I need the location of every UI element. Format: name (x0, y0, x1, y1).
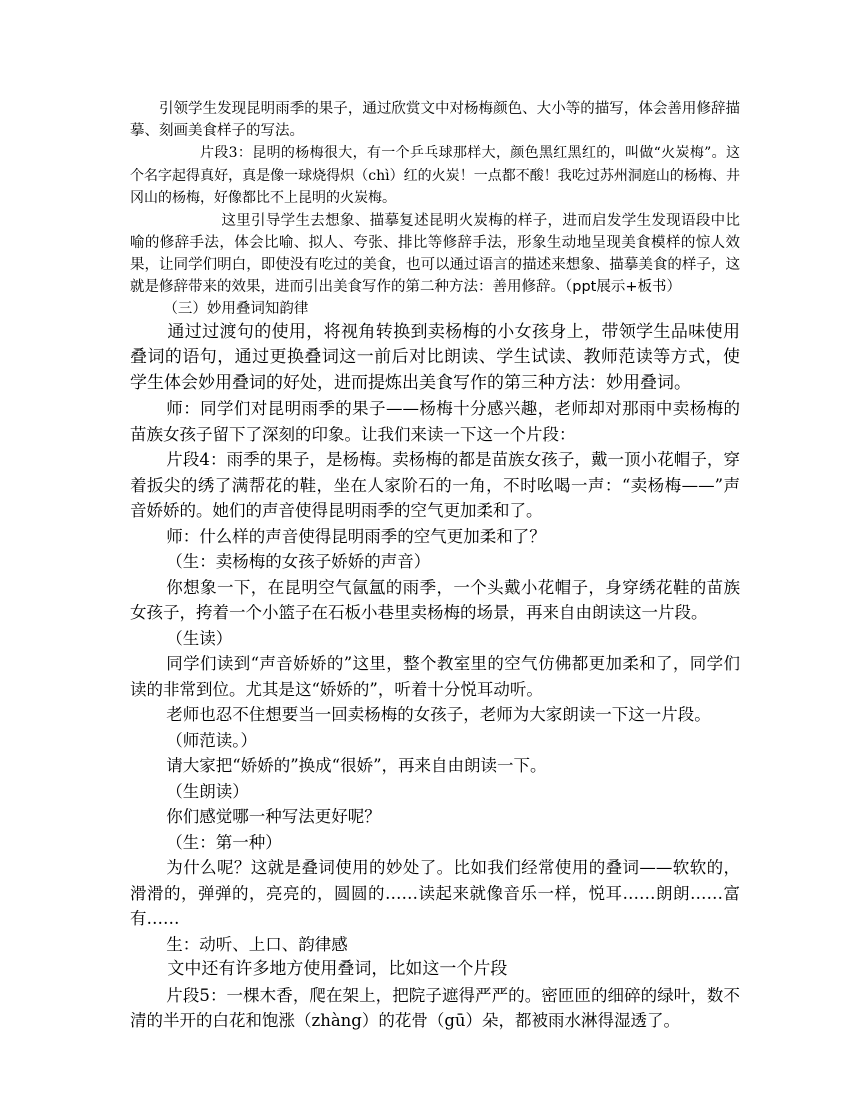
student-answer-1: （生：卖杨梅的女孩子娇娇的声音） (166, 552, 431, 571)
fragment-3: 片段3：昆明的杨梅很大，有一个乒乓球那样大，颜色黑红黑红的，叫做“火炭梅”。这个名字起得真好，真是像一球烧得炽（chì）红的火炭！一点都不酸！我吃过苏州洞庭山的杨梅、井冈山的杨梅，好像都比不上昆明的火炭梅。 (130, 145, 740, 206)
paragraph-teacher-read-intro: 老师也忍不住想要当一回卖杨梅的女孩子，老师为大家朗读一下这一片段。 (166, 705, 711, 724)
fragment-5: 片段5：一棵木香，爬在架上，把院子遮得严严的。密匝匝的细碎的绿叶，数不清的半开的白花和饱涨（zhàng）的花骨（gū）朵，都被雨水淋得湿透了。 (130, 985, 740, 1030)
paragraph-rhetoric-summary: 这里引导学生去想象、描摹复述昆明火炭梅的样子，进而启发学生发现语段中比喻的修辞手法，体会比喻、拟人、夸张、排比等修辞手法，形象生动地呈现美食模样的惊人效果，让同学们明白，即使没有吃过的美食，也可以通过语言的描述来想象、描摹美食的样子，这就是修辞带来的效果，进而引出美食写作的第二种方法：善用修辞。（ppt展示+板书） (130, 212, 740, 295)
paragraph-replace: 请大家把“娇娇的”换成“很娇”，再来自由朗读一下。 (166, 756, 547, 775)
section-3-title: （三）妙用叠词知韵律 (163, 300, 309, 317)
student-read-1: （生读） (166, 628, 233, 648)
paragraph-more: 文中还有许多地方使用叠词，比如这一个片段 (167, 959, 508, 979)
paragraph-guide-fruits: 引领学生发现昆明雨季的果子，通过欣赏文中对杨梅颜色、大小等的描写，体会善用修辞描摹、刻画美食样子的写法。 (130, 101, 740, 139)
paragraph-why: 为什么呢？这就是叠词使用的妙处了。比如我们经常使用的叠词——软软的，滑滑的，弹弹的，亮亮的，圆圆的……读起来就像音乐一样，悦耳……朗朗……富有…… (130, 858, 740, 928)
document-page (130, 98, 740, 1034)
teacher-line-1: 师：同学们对昆明雨季的果子——杨梅十分感兴趣，老师却对那雨中卖杨梅的苗族女孩子留下了深刻的印象。让我们来读一下这一个片段： (130, 399, 740, 444)
paragraph-comment: 同学们读到“声音娇娇的”这里，整个教室里的空气仿佛都更加柔和了，同学们读的非常到位。尤其是这“娇娇的”，听着十分悦耳动听。 (130, 654, 740, 699)
student-answer-2: （生：第一种） (166, 832, 282, 852)
teacher-line-2: 师：什么样的声音使得昆明雨季的空气更加柔和了？ (166, 526, 546, 546)
student-read-2: （生朗读） (166, 781, 249, 801)
paragraph-transition: 通过过渡句的使用，将视角转换到卖杨梅的小女孩身上，带领学生品味使用叠词的语句，通过更换叠词这一前后对比朗读、学生试读、教师范读等方式，使学生体会妙用叠词的好处，进而提炼出美食写作的第三种方法：妙用叠词。 (130, 321, 740, 393)
student-words: 生：动听、上口、韵律感 (166, 934, 348, 954)
fragment-4: 片段4：雨季的果子，是杨梅。卖杨梅的都是苗族女孩子，戴一顶小花帽子，穿着扳尖的绣了满帮花的鞋，坐在人家阶石的一角，不时吆喝一声：“卖杨梅——”声音娇娇的。她们的声音使得昆明雨季的空气更加柔和了。 (130, 450, 740, 520)
paragraph-imagine: 你想象一下，在昆明空气氤氲的雨季，一个头戴小花帽子，身穿绣花鞋的苗族女孩子，挎着一个小篮子在石板小巷里卖杨梅的场景，再来自由朗读这一片段。 (130, 577, 740, 622)
question-which-better: 你们感觉哪一种写法更好呢？ (166, 807, 381, 826)
teacher-demo-read: （师范读。） (166, 730, 258, 750)
